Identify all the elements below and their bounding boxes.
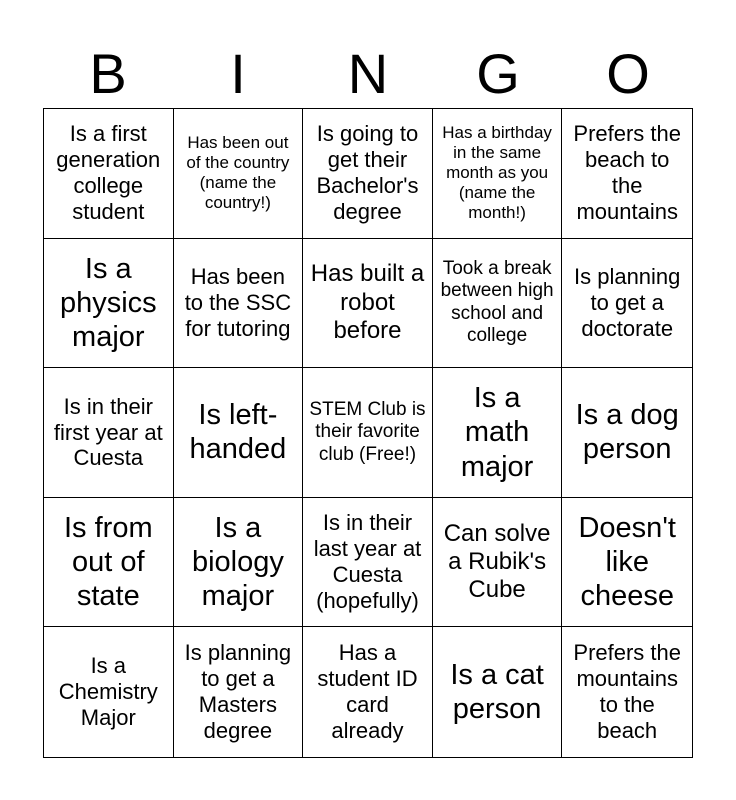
- cell-text: Is in their last year at Cuesta (hopefully): [313, 510, 422, 614]
- bingo-cell[interactable]: [433, 498, 563, 628]
- cell-text: Doesn't like cheese: [578, 511, 676, 613]
- bingo-cell[interactable]: [562, 239, 692, 369]
- cell-text: Is in their first year at Cuesta: [53, 393, 163, 471]
- bingo-cell[interactable]: [44, 239, 174, 369]
- bingo-cell[interactable]: [44, 627, 174, 757]
- cell-text: Took a break between high school and college: [440, 258, 554, 347]
- bingo-cell[interactable]: [433, 627, 563, 757]
- cell-text: Is a Chemistry Major: [58, 653, 158, 731]
- bingo-cell[interactable]: [303, 498, 433, 628]
- header-letter-o: O: [606, 42, 650, 105]
- header-letter-b: B: [89, 42, 127, 105]
- bingo-cell[interactable]: [174, 239, 304, 369]
- bingo-cell[interactable]: [44, 498, 174, 628]
- cell-text: Prefers the beach to the mountains: [573, 121, 681, 225]
- cell-text: Is a biology major: [191, 511, 284, 613]
- bingo-cell[interactable]: [174, 627, 304, 757]
- bingo-cell[interactable]: [433, 239, 563, 369]
- bingo-cell[interactable]: [562, 498, 692, 628]
- header-letter-i: I: [230, 42, 246, 105]
- bingo-grid: [43, 108, 693, 758]
- bingo-cell[interactable]: [433, 109, 563, 239]
- cell-text: Is a math major: [460, 382, 534, 483]
- cell-text: Has built a robot before: [310, 260, 425, 345]
- cell-text: Has been to the SSC for tutoring: [184, 263, 292, 341]
- bingo-cell[interactable]: [44, 109, 174, 239]
- bingo-cell[interactable]: [44, 368, 174, 498]
- bingo-cell[interactable]: [303, 239, 433, 369]
- bingo-cell[interactable]: [303, 627, 433, 757]
- cell-text: Is planning to get a doctorate: [573, 263, 681, 341]
- cell-text: Has been out of the country (name the country!): [186, 133, 290, 213]
- bingo-cell[interactable]: [562, 627, 692, 757]
- bingo-cell[interactable]: [303, 109, 433, 239]
- bingo-cell[interactable]: [562, 109, 692, 239]
- header-letter-n: N: [347, 42, 389, 105]
- cell-text: Has a student ID card already: [317, 640, 418, 744]
- bingo-cell[interactable]: [174, 368, 304, 498]
- cell-text: Is a dog person: [575, 399, 679, 466]
- bingo-cell[interactable]: [562, 368, 692, 498]
- cell-text: Is left-handed: [189, 399, 287, 466]
- header-letter-g: G: [476, 42, 520, 105]
- cell-text: Is a first generation college student: [56, 121, 161, 225]
- cell-text: Can solve a Rubik's Cube: [443, 519, 551, 604]
- cell-text: STEM Club is their favorite club (Free!): [309, 398, 426, 465]
- cell-text: Is planning to get a Masters degree: [184, 640, 292, 744]
- cell-text: Is a physics major: [59, 252, 157, 353]
- cell-text: Has a birthday in the same month as you (name the month!): [442, 123, 552, 223]
- bingo-cell[interactable]: [174, 109, 304, 239]
- bingo-cell[interactable]: [303, 368, 433, 498]
- bingo-cell[interactable]: [174, 498, 304, 628]
- cell-text: Is a cat person: [450, 658, 544, 726]
- bingo-header: [43, 40, 693, 108]
- cell-text: Is going to get their Bachelor's degree: [316, 121, 419, 225]
- cell-text: Is from out of state: [63, 511, 153, 613]
- bingo-cell[interactable]: [433, 368, 563, 498]
- cell-text: Prefers the mountains to the beach: [573, 640, 681, 744]
